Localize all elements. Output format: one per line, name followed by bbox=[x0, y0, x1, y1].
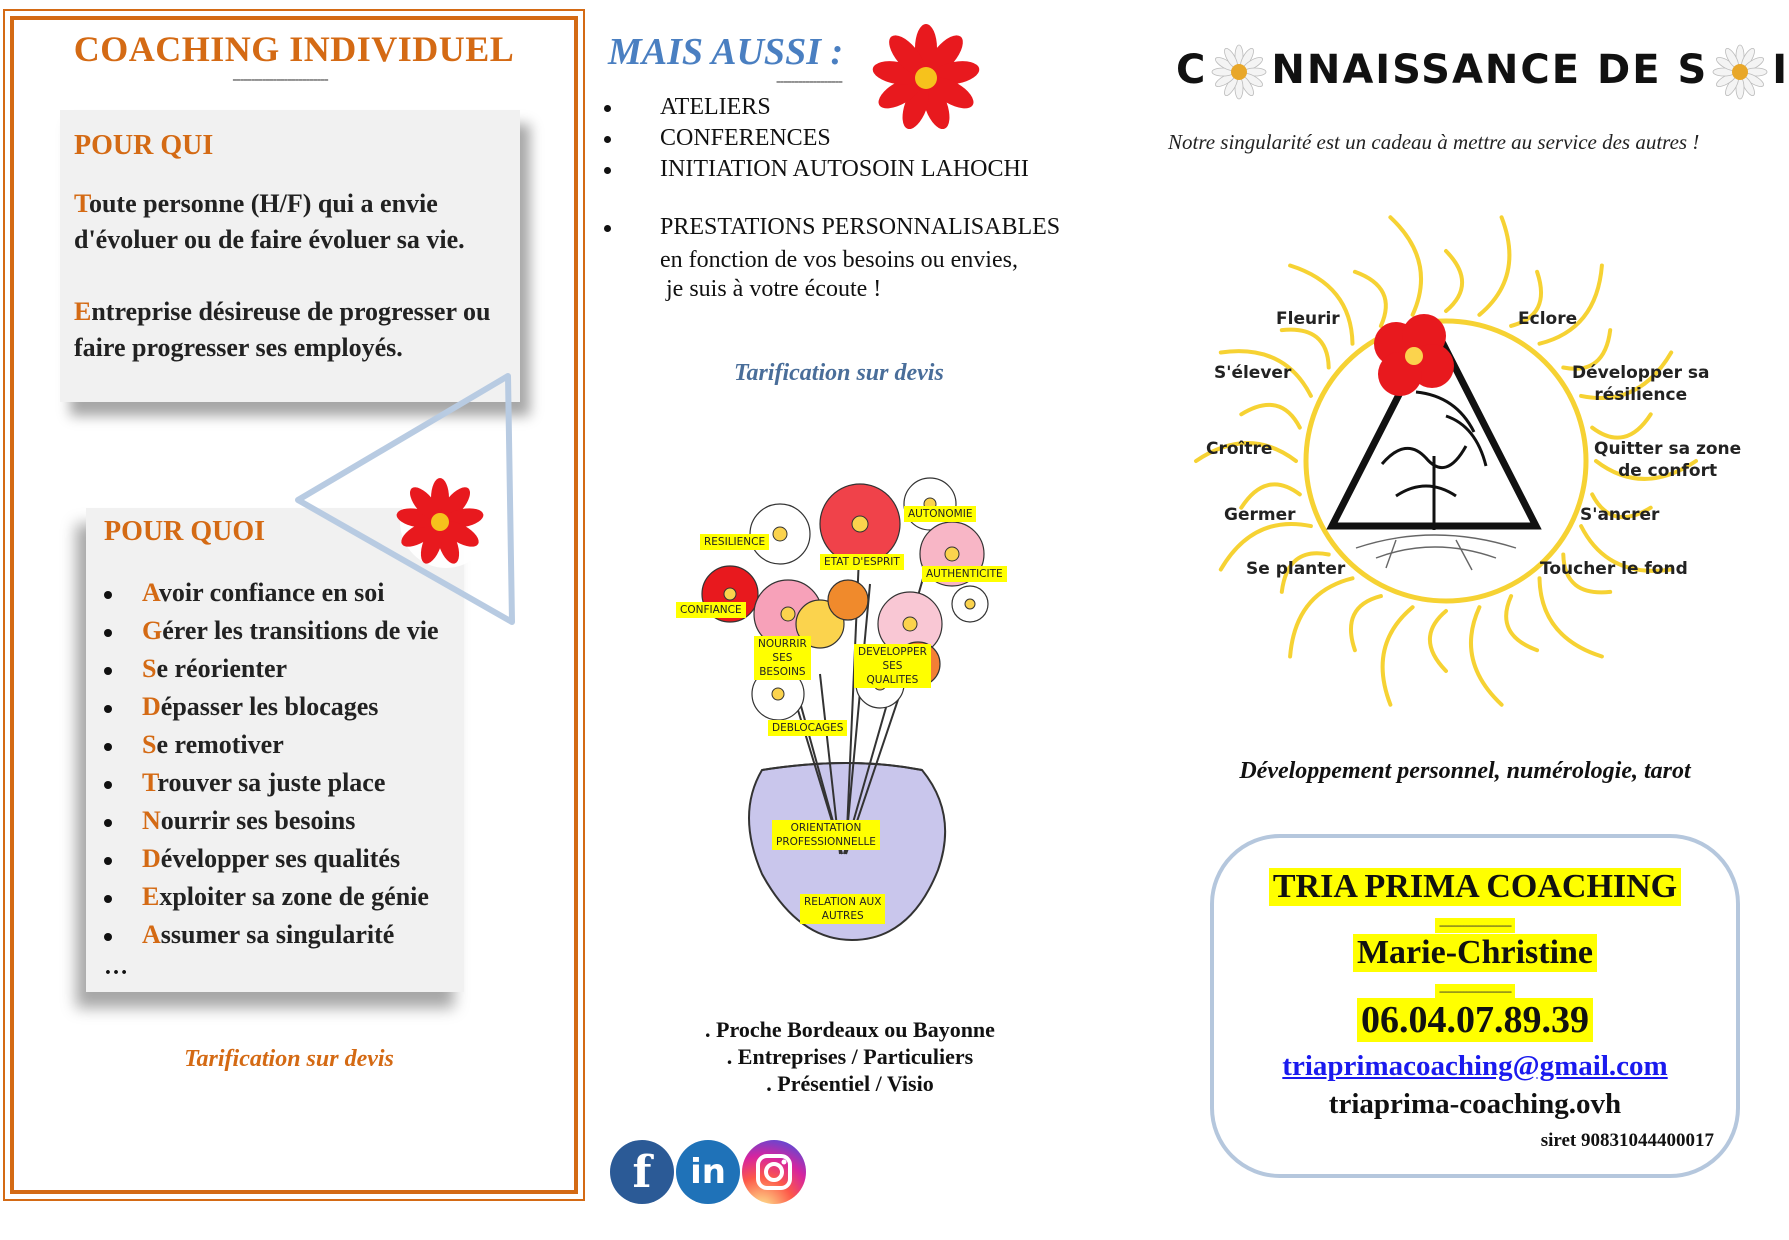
sun-ray bbox=[1479, 217, 1509, 314]
info-line: . Présentiel / Visio bbox=[766, 1071, 934, 1096]
bouquet-label-deblocages: DEBLOCAGES bbox=[768, 720, 847, 736]
pour-quoi-heading: POUR QUOI bbox=[104, 516, 265, 547]
list-item: Nourrir ses besoins bbox=[100, 806, 439, 844]
pour-qui-paragraph: Toute personne (H/F) qui a envie d'évoluer ou de faire évoluer sa vie. bbox=[74, 189, 465, 254]
sun-word-eclore: Eclore bbox=[1518, 309, 1578, 329]
bouquet-label-resilience: RESILIENCE bbox=[700, 534, 769, 550]
pour-quoi-list bbox=[100, 578, 439, 958]
list-item: Exploiter sa zone de génie bbox=[100, 882, 439, 920]
phone-number: 06.04.07.89.39 bbox=[1214, 998, 1736, 1042]
sun-word-sancrer: S'ancrer bbox=[1580, 505, 1660, 525]
red-flower-icon bbox=[386, 478, 494, 566]
list-item: Se réorienter bbox=[100, 654, 439, 692]
bouquet-label-relation: RELATION AUX AUTRES bbox=[800, 894, 885, 924]
list-item: Développer ses qualités bbox=[100, 844, 439, 882]
list-ellipsis: … bbox=[104, 954, 128, 980]
bouquet-label-nourrir: NOURRIR SES BESOINS bbox=[754, 636, 811, 680]
sun-word-fleurir: Fleurir bbox=[1276, 309, 1340, 329]
bouquet-label-developper: DEVELOPPER SES QUALITES bbox=[854, 644, 931, 688]
sun-ray bbox=[1241, 405, 1300, 428]
bouquet-label-authenticite: AUTHENTICITE bbox=[922, 566, 1007, 582]
bouquet-label-confiance: CONFIANCE bbox=[676, 602, 746, 618]
list-item: CONFERENCES bbox=[604, 125, 1060, 156]
sun-ray bbox=[1471, 607, 1502, 705]
info-line: . Entreprises / Particuliers bbox=[726, 1044, 974, 1069]
practical-infos bbox=[660, 1016, 1040, 1097]
sun-word-resilience: Développer sa résilience bbox=[1572, 363, 1710, 405]
sun-ray bbox=[1290, 578, 1352, 656]
list-item: Gérer les transitions de vie bbox=[100, 616, 439, 654]
info-line: . Proche Bordeaux ou Bayonne bbox=[705, 1017, 995, 1042]
mais-aussi-heading: MAIS AUSSI : bbox=[608, 31, 844, 73]
card-rule: ------------------------ bbox=[1214, 984, 1736, 999]
bouquet-label-autonomie: AUTONOMIE bbox=[904, 506, 976, 522]
tagline: Notre singularité est un cadeau à mettre au service des autres ! bbox=[1168, 130, 1700, 154]
sun-word-selever: S'élever bbox=[1214, 363, 1292, 383]
sun-ray bbox=[1430, 611, 1446, 671]
sun-ray bbox=[1540, 266, 1602, 344]
sun-word-croitre: Croître bbox=[1206, 439, 1273, 459]
list-item: Assumer sa singularité bbox=[100, 920, 439, 958]
company-name: TRIA PRIMA COACHING bbox=[1214, 868, 1736, 906]
sun-ray bbox=[1355, 272, 1386, 326]
sun-ray bbox=[1383, 607, 1413, 705]
sun-word-toucher: Toucher le fond bbox=[1540, 559, 1688, 579]
list-item: PRESTATIONS PERSONNALISABLES bbox=[604, 214, 1060, 245]
brand-title: C NNAISSANCE DE S I bbox=[1176, 44, 1789, 100]
linkedin-icon[interactable]: in bbox=[676, 1140, 740, 1204]
list-item: Dépasser les blocages bbox=[100, 692, 439, 730]
pour-qui-paragraph: Entreprise désireuse de progresser ou faire progresser ses employés. bbox=[74, 297, 491, 362]
list-item: Trouver sa juste place bbox=[100, 768, 439, 806]
contact-card bbox=[1210, 834, 1740, 1178]
list-item: Se remotiver bbox=[100, 730, 439, 768]
bouquet-label-etat-esprit: ETAT D'ESPRIT bbox=[820, 554, 904, 570]
pour-qui-heading: POUR QUI bbox=[74, 130, 214, 161]
sun-ray bbox=[1446, 251, 1462, 311]
email-link[interactable]: triaprimacoaching@gmail.com bbox=[1282, 1050, 1668, 1082]
list-item: ATELIERS bbox=[604, 94, 1060, 125]
daisy-icon bbox=[1211, 44, 1267, 100]
middle-tarification: Tarification sur devis bbox=[734, 360, 944, 386]
instagram-icon[interactable] bbox=[742, 1140, 806, 1204]
sun-ray bbox=[1592, 414, 1651, 437]
bouquet-label-orientation: ORIENTATION PROFESSIONNELLE bbox=[772, 820, 880, 850]
website-text: triaprima-coaching.ovh bbox=[1328, 1088, 1622, 1120]
pour-qui-box bbox=[60, 110, 520, 402]
list-item: INITIATION AUTOSOIN LAHOCHI bbox=[604, 156, 1060, 187]
title-rule: -------------------------- bbox=[232, 72, 328, 87]
coach-name: Marie-Christine bbox=[1214, 934, 1736, 972]
disciplines: Développement personnel, numérologie, tarot bbox=[1239, 758, 1691, 784]
facebook-icon[interactable]: f bbox=[610, 1140, 674, 1204]
siret-number: siret 90831044400017 bbox=[1540, 1130, 1714, 1151]
sun-ray bbox=[1390, 217, 1421, 314]
services-list bbox=[604, 94, 1060, 245]
sun-word-quitter: Quitter sa zone de confort bbox=[1594, 439, 1742, 481]
daisy-icon bbox=[1712, 44, 1768, 100]
list-item: Avoir confiance en soi bbox=[100, 578, 439, 616]
presta-description: en fonction de vos besoins ou envies, je suis à votre écoute ! bbox=[660, 247, 1018, 302]
sun-word-planter: Se planter bbox=[1246, 559, 1346, 579]
sun-ray bbox=[1506, 596, 1537, 650]
card-rule: ------------------------ bbox=[1214, 918, 1736, 933]
coaching-title: COACHING INDIVIDUEL bbox=[73, 29, 515, 69]
sun-ray bbox=[1351, 596, 1381, 650]
left-tarification: Tarification sur devis bbox=[184, 1046, 394, 1072]
sun-word-germer: Germer bbox=[1224, 505, 1296, 525]
mais-aussi-rule: ------------------ bbox=[776, 74, 842, 89]
